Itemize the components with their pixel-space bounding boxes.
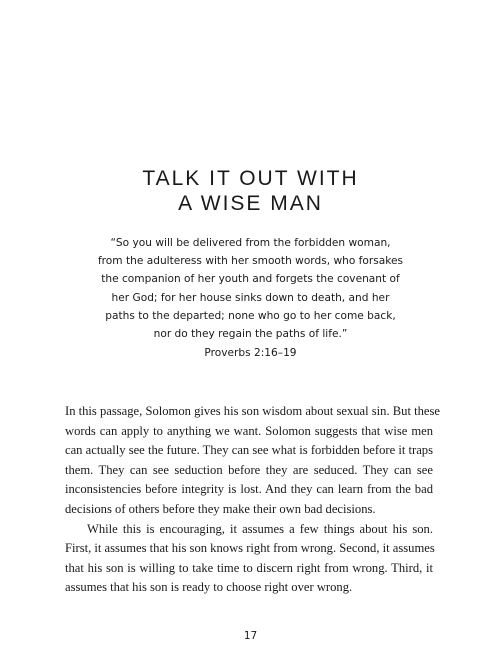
paragraph-1-line: inconsistencies before integrity is lost. And they can learn from the bad xyxy=(65,482,433,497)
paragraph-2-line: First, it assumes that his son knows right from wrong. Second, it assumes xyxy=(65,541,435,556)
chapter-title-line-2: A WISE MAN xyxy=(178,192,323,215)
epigraph-line: nor do they regain the paths of life.” xyxy=(153,328,348,341)
paragraph-1-line: them. They can see seduction before they are seduced. They can see xyxy=(65,462,433,477)
epigraph-line: paths to the departed; none who go to her come back, xyxy=(105,309,396,322)
paragraph-1-line: can actually see the future. They can see what is forbidden before it traps xyxy=(65,443,433,458)
epigraph-citation: Proverbs 2:16–19 xyxy=(204,347,297,359)
paragraph-1-line: decisions of others before they make their own bad decisions. xyxy=(65,501,376,516)
epigraph-line: “So you will be delivered from the forbidden woman, xyxy=(110,237,391,249)
chapter-title-line-1: TALK IT OUT WITH xyxy=(142,167,359,190)
paragraph-2-line: While this is encouraging, it assumes a few things about his son. xyxy=(87,521,433,536)
epigraph-line: the companion of her youth and forgets the covenant of xyxy=(101,273,400,286)
paragraph-1-line: words can apply to anything we want. Solomon suggests that wise men xyxy=(65,423,433,438)
body-text xyxy=(65,402,440,598)
epigraph-quote xyxy=(60,234,441,343)
page-number: 17 xyxy=(243,630,258,642)
paragraph-2-line: assumes that his son is ready to choose right over wrong. xyxy=(65,580,353,595)
paragraph-2-line: that his son is willing to take time to discern right from wrong. Third, it xyxy=(65,560,433,575)
epigraph-line: her God; for her house sinks down to death, and her xyxy=(111,291,390,304)
paragraph-1-line: In this passage, Solomon gives his son wisdom about sexual sin. But these xyxy=(65,404,440,418)
epigraph-line: from the adulteress with her smooth words, who forsakes xyxy=(97,255,404,268)
